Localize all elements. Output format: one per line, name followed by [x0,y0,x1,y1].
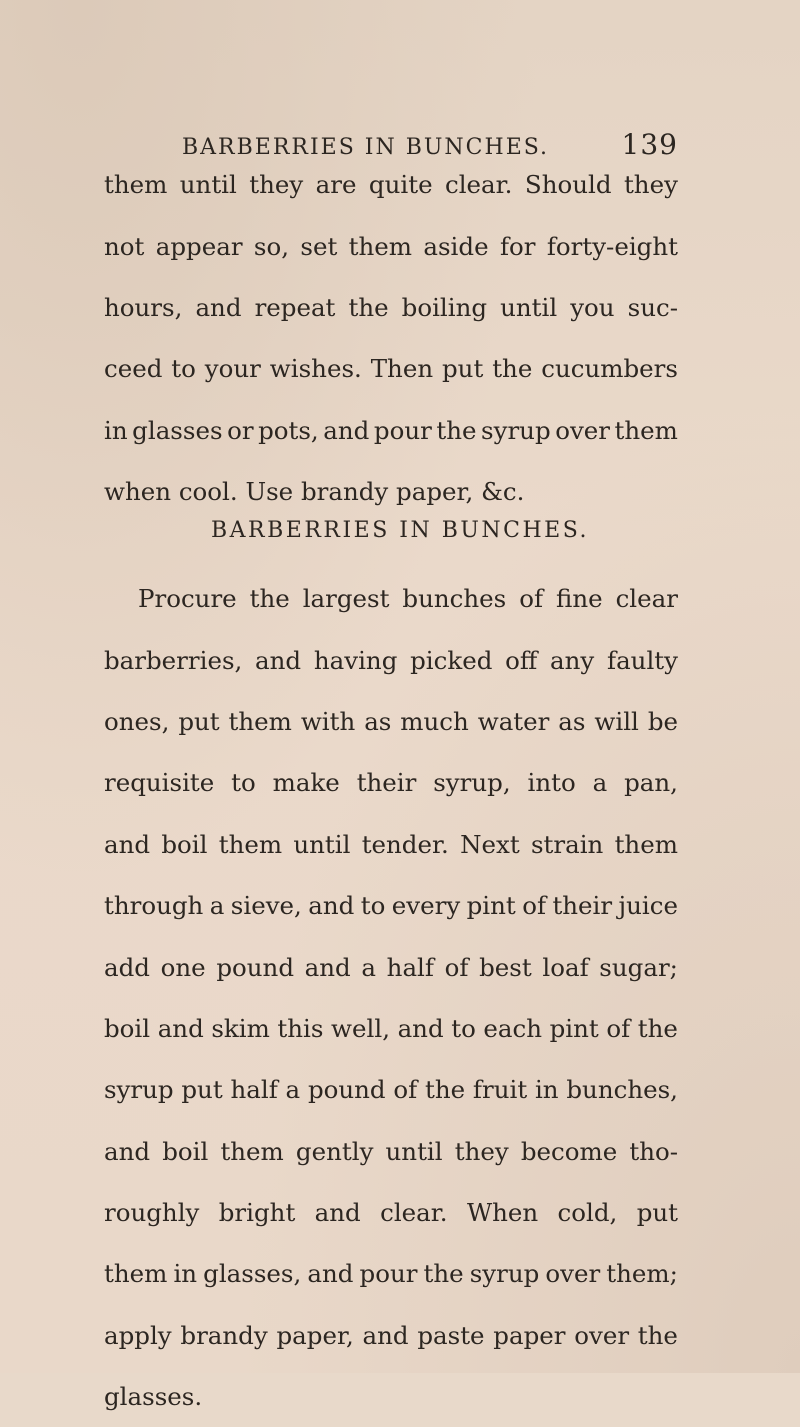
word: put [181,1075,223,1105]
word: half [386,952,434,982]
word: bright [218,1198,296,1228]
word: fine [555,584,603,614]
word: and [304,952,351,982]
word: until [385,1136,443,1166]
word: well, [331,1013,390,1043]
word: brandy [180,1320,268,1350]
word: with [300,706,356,736]
word: and [104,1136,151,1166]
text-line: glasses. [104,1382,203,1412]
word: this [277,1013,324,1043]
text-line [104,936,678,997]
word: clear [615,584,678,614]
word: syrup [104,1075,174,1105]
word: through [104,891,204,921]
word: them [614,415,678,445]
word: of [606,1013,631,1043]
word: forty-eight [546,231,678,261]
text-line [104,154,678,215]
word: of [444,952,469,982]
word: pint [549,1013,599,1043]
word: them [104,1259,168,1289]
word: a [285,1075,301,1105]
word: Next [460,829,520,859]
word: your [204,354,261,384]
word: over [574,1320,630,1350]
text-line [104,400,678,461]
text-line [104,1243,678,1304]
word: as [558,706,586,736]
word: water [477,706,550,736]
word: and [157,1013,204,1043]
word: their [552,891,613,921]
word: a [361,952,377,982]
word: a [209,891,225,921]
word: them [228,706,292,736]
word: their [356,768,417,798]
word: the [348,292,389,322]
word: repeat [254,292,336,322]
word: pots, [258,415,319,445]
text-line [104,875,678,936]
word: appear [155,231,243,261]
word: the [637,1320,678,1350]
word: boil [161,829,208,859]
word: they [454,1136,509,1166]
text-line [104,338,678,399]
word: paper, [276,1320,354,1350]
word: put [636,1198,678,1228]
word: pound [307,1075,386,1105]
word: them [220,1136,284,1166]
word: faulty [607,645,678,675]
word: roughly [104,1198,200,1228]
page-number: 139 [621,128,678,161]
word: pour [373,415,432,445]
running-head-title: BARBERRIES IN BUNCHES. [182,135,550,160]
word: them [614,829,678,859]
word: sieve, [230,891,302,921]
word: Procure [138,584,237,614]
word: and [307,1259,354,1289]
word: them [348,231,413,261]
word: in [104,415,128,445]
word: they [249,170,304,200]
word: fruit [472,1075,528,1105]
word: paper [493,1320,566,1350]
word: tender. [361,829,449,859]
word: and [308,891,355,921]
word: of [519,584,544,614]
word: pan, [624,768,678,798]
word: in [173,1259,198,1289]
word: aside [423,231,489,261]
word: and [397,1013,444,1043]
word: requisite [104,768,215,798]
section-heading: BARBERRIES IN BUNCHES. [210,518,590,543]
word: them; [606,1259,678,1289]
word: until [293,829,351,859]
word: boiling [401,292,488,322]
word: paste [417,1320,485,1350]
word: to [171,354,196,384]
word: will [594,706,639,736]
word: or [227,415,254,445]
word: clear. [380,1198,448,1228]
word: best [479,952,532,982]
text-line [104,1305,678,1366]
word: and [195,292,242,322]
word: add [104,952,150,982]
word: quite [368,170,433,200]
word: put [178,706,220,736]
word: cold, [557,1198,618,1228]
word: become [520,1136,618,1166]
word: pound [216,952,295,982]
word: sugar; [599,952,678,982]
word: until [179,170,237,200]
word: to [360,891,386,921]
word: ones, [104,706,170,736]
word: tho- [629,1136,678,1166]
word: so, [253,231,290,261]
word: to [231,768,256,798]
word: and [314,1198,361,1228]
word: any [550,645,595,675]
word: set [300,231,338,261]
word: the [423,1259,464,1289]
word: a [592,768,608,798]
word: them [218,829,283,859]
word: you [570,292,615,322]
word: over [555,415,610,445]
word: apply [104,1320,172,1350]
word: pint [466,891,516,921]
word: glasses, [203,1259,302,1289]
word: the [492,354,533,384]
text-line [104,814,678,875]
word: every [391,891,461,921]
text-line [104,998,678,1059]
word: Then [370,354,434,384]
word: the [436,415,477,445]
word: into [527,768,576,798]
word: syrup [481,415,551,445]
word: When [466,1198,539,1228]
word: bunches, [566,1075,678,1105]
text-line [104,691,678,752]
word: having [313,645,398,675]
word: make [272,768,340,798]
text-line [104,568,678,629]
word: syrup [469,1259,540,1289]
word: cucumbers [541,354,678,384]
word: barberries, [104,645,243,675]
word: each [483,1013,543,1043]
word: boil [162,1136,209,1166]
word: boil [104,1013,151,1043]
word: half [230,1075,278,1105]
paragraph-barberries [104,568,678,1427]
word: pour [359,1259,418,1289]
word: in [534,1075,559,1105]
text-line [104,752,678,813]
paragraph-continued [104,154,678,522]
word: suc- [627,292,678,322]
word: off [505,645,538,675]
word: Should [524,170,612,200]
word: largest [302,584,390,614]
word: them [104,170,168,200]
word: syrup, [433,768,511,798]
word: gently [295,1136,374,1166]
text-line: when cool. Use brandy paper, &c. [104,477,525,507]
text-line [104,277,678,338]
word: clear. [445,170,513,200]
word: and [104,829,151,859]
word: and [323,415,370,445]
word: they [623,170,678,200]
word: strain [530,829,604,859]
word: and [255,645,302,675]
word: glasses [132,415,223,445]
word: over [545,1259,601,1289]
word: wishes. [269,354,362,384]
word: not [104,231,145,261]
word: and [362,1320,409,1350]
word: until [500,292,558,322]
text-line [104,215,678,276]
word: much [400,706,469,736]
word: put [442,354,484,384]
text-line [104,1059,678,1120]
word: juice [618,891,678,921]
text-line [104,629,678,690]
word: ceed [104,354,163,384]
text-line [104,1182,678,1243]
word: skim [211,1013,270,1043]
word: to [451,1013,476,1043]
word: one [160,952,206,982]
word: the [425,1075,466,1105]
word: as [364,706,392,736]
word: be [647,706,678,736]
word: are [315,170,357,200]
text-line [104,1121,678,1182]
word: of [393,1075,418,1105]
word: for [499,231,536,261]
word: hours, [104,292,183,322]
word: loaf [542,952,589,982]
word: the [249,584,290,614]
word: bunches [402,584,507,614]
word: of [522,891,547,921]
word: picked [410,645,493,675]
word: the [637,1013,678,1043]
